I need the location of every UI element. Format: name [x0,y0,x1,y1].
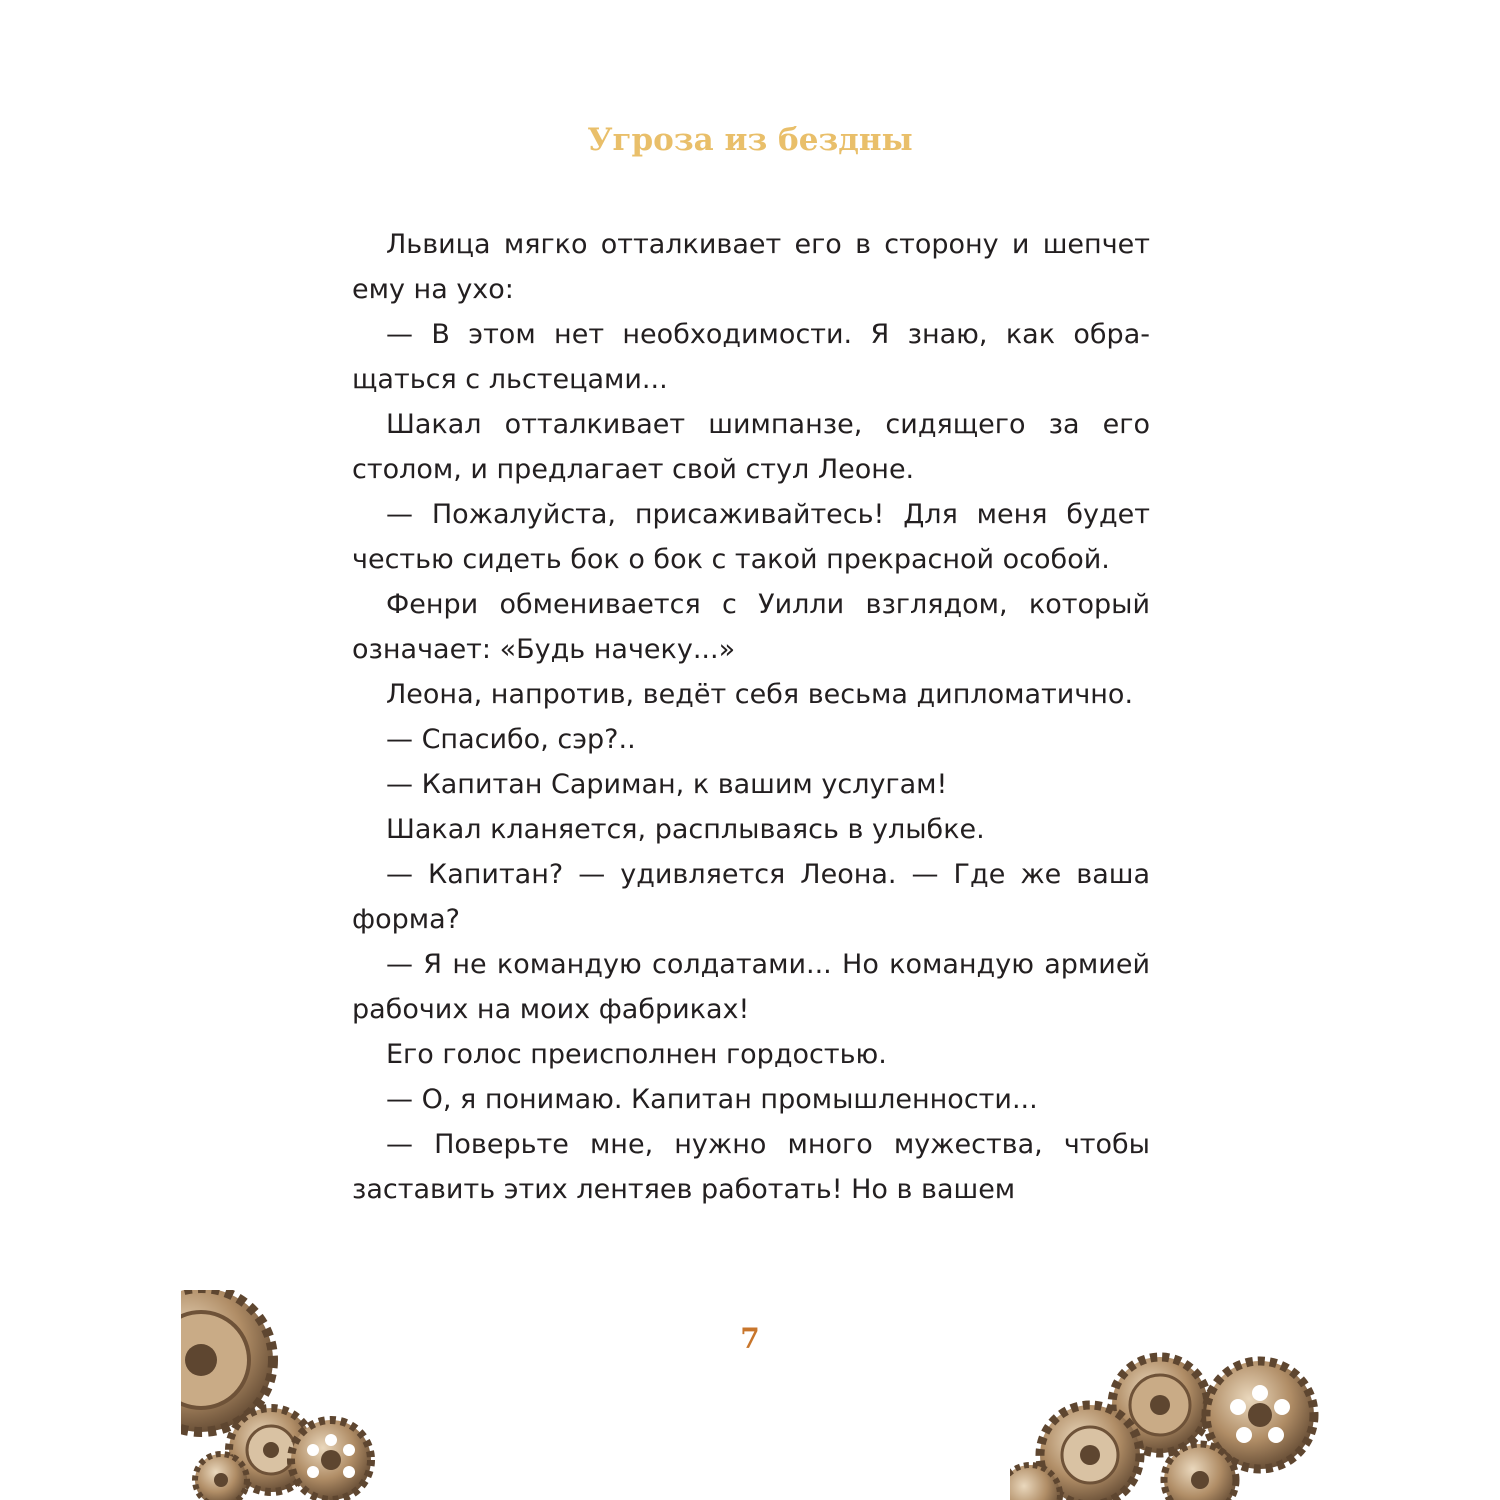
gear-icon [291,1420,371,1500]
paragraph: — Капитан? — удивляется Леона. — Где же ваша форма? [352,859,1150,935]
paragraph: Шакал кланяется, расплываясь в улыбке. [386,814,985,845]
paragraph: — В этом нет необходимости. Я знаю, как обращаться с льстецами... [352,319,1150,395]
paragraph: Шакал отталкивает шимпанзе, сидящего за его столом, и предлагает свой стул Леоне. [352,409,1150,485]
paragraph: Фенри обменивается с Уилли взглядом, который означает: «Будь начеку...» [352,589,1150,665]
gears-left-icon [181,1290,381,1500]
body-text [352,222,1150,1212]
chapter-title: Угроза из бездны [587,122,913,158]
paragraph: — Я не командую солдатами... Но командую армией рабочих на моих фабриках! [352,949,1150,1025]
page-number: 7 [740,1322,760,1355]
paragraph: — О, я понимаю. Капитан промышленности... [386,1084,1038,1115]
paragraph: — Поверьте мне, нужно много мужества, чтобы заставить этих лентяев работать! Но в вашем [352,1129,1150,1205]
gear-icon [1164,1444,1236,1500]
paragraph: Его голос преисполнен гордостью. [386,1039,887,1070]
paragraph: — Пожалуйста, присаживайтесь! Для меня будет честью сидеть бок о бок с такой прекрасной особой. [352,499,1150,575]
paragraph: Львица мягко отталкивает его в сторону и шепчет ему на ухо: [352,229,1150,305]
paragraph: Леона, напротив, ведёт себя весьма дипломатично. [386,679,1134,710]
paragraph: — Спасибо, сэр?.. [386,724,636,755]
gears-right-icon [1010,1345,1320,1500]
paragraph: — Капитан Сариман, к вашим услугам! [386,769,948,800]
